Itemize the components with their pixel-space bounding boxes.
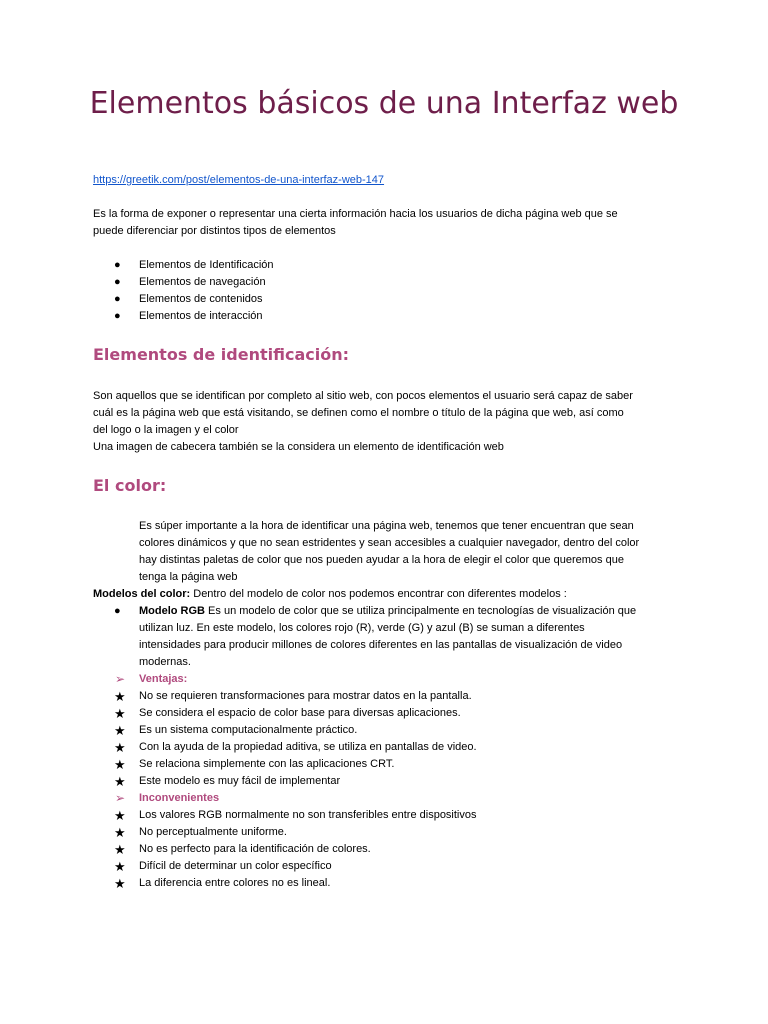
- paragraph-line: cuál es la página web que está visitando, se definen como el nombre o título de la página que web, así como: [93, 407, 624, 419]
- star-bullet-icon: ★: [114, 859, 126, 874]
- arrow-bullet-icon: ➢: [115, 791, 126, 805]
- star-bullet-icon: ★: [114, 808, 126, 823]
- rgb-line: intensidades para producir millones de colores diferentes en las pantallas de visualización de video: [139, 639, 623, 651]
- star-bullet-icon: ★: [114, 757, 126, 772]
- list-item: Elementos de interacción: [139, 310, 263, 322]
- paragraph-line: Son aquellos que se identifican por completo al sitio web, con pocos elementos el usuario será capaz de saber: [93, 390, 633, 402]
- rgb-line-1: [139, 603, 636, 620]
- list-item: La diferencia entre colores no es lineal.: [139, 877, 331, 889]
- indented-line: colores dinámicos y que no sean estridentes y sean accesibles a cualquier navegador, dentro del color: [139, 537, 640, 549]
- indented-line: Es súper importante a la hora de identificar una página web, tenemos que tener encuentran que sean: [139, 520, 634, 532]
- bullet-dot-icon: ●: [114, 259, 121, 271]
- intro-line-2: puede diferenciar por distintos tipos de elementos: [93, 225, 336, 237]
- star-bullet-icon: ★: [114, 825, 126, 840]
- star-bullet-icon: ★: [114, 723, 126, 738]
- star-bullet-icon: ★: [114, 876, 126, 891]
- rgb-line: utilizan luz. En este modelo, los colores rojo (R), verde (G) y azul (B) se suman a diferentes: [139, 622, 585, 634]
- models-text: Dentro del modelo de color nos podemos encontrar con diferentes modelos :: [190, 588, 567, 600]
- indented-line: tenga la página web: [139, 571, 238, 583]
- inconvenientes-label: Inconvenientes: [139, 792, 220, 804]
- star-bullet-icon: ★: [114, 740, 126, 755]
- list-item: No se requieren transformaciones para mostrar datos en la pantalla.: [139, 690, 472, 702]
- star-bullet-icon: ★: [114, 689, 126, 704]
- paragraph-line: del logo o la imagen y el color: [93, 424, 239, 436]
- rgb-text: Es un modelo de color que se utiliza principalmente en tecnologías de visualización que: [205, 605, 637, 617]
- star-bullet-icon: ★: [114, 706, 126, 721]
- models-label: Modelos del color:: [93, 588, 191, 600]
- list-item: Los valores RGB normalmente no son transferibles entre dispositivos: [139, 809, 477, 821]
- rgb-label: Modelo RGB: [139, 605, 205, 617]
- bullet-dot-icon: ●: [114, 310, 121, 322]
- bullet-dot-icon: ●: [114, 276, 121, 288]
- star-bullet-icon: ★: [114, 842, 126, 857]
- bullet-dot-icon: ●: [114, 605, 121, 617]
- page-title: Elementos básicos de una Interfaz web: [89, 86, 679, 121]
- list-item: Elementos de Identificación: [139, 259, 274, 271]
- list-item: Es un sistema computacionalmente práctico.: [139, 724, 358, 736]
- list-item: Con la ayuda de la propiedad aditiva, se utiliza en pantallas de video.: [139, 741, 477, 753]
- ventajas-label: Ventajas:: [139, 673, 188, 685]
- source-link[interactable]: https://greetik.com/post/elementos-de-una-interfaz-web-147: [93, 174, 385, 186]
- models-line: [93, 586, 567, 603]
- arrow-bullet-icon: ➢: [115, 672, 126, 686]
- rgb-line: modernas.: [139, 656, 191, 668]
- list-item: Este modelo es muy fácil de implementar: [139, 775, 341, 787]
- intro-line-1: Es la forma de exponer o representar una cierta información hacia los usuarios de dicha página web que se: [93, 208, 618, 220]
- section-heading-color: El color:: [93, 476, 167, 495]
- indented-line: hay distintas paletas de color que nos pueden ayudar a la hora de elegir el color que queremos que: [139, 554, 624, 566]
- list-item: Se relaciona simplemente con las aplicaciones CRT.: [139, 758, 395, 770]
- list-item: Se considera el espacio de color base para diversas aplicaciones.: [139, 707, 461, 719]
- list-item: No es perfecto para la identificación de colores.: [139, 843, 371, 855]
- list-item: No perceptualmente uniforme.: [139, 826, 287, 838]
- section-heading-identificacion: Elementos de identificación:: [93, 345, 349, 364]
- star-bullet-icon: ★: [114, 774, 126, 789]
- paragraph-line: Una imagen de cabecera también se la considera un elemento de identificación web: [93, 441, 504, 453]
- list-item: Elementos de navegación: [139, 276, 266, 288]
- list-item: Difícil de determinar un color específico: [139, 860, 332, 872]
- bullet-dot-icon: ●: [114, 293, 121, 305]
- list-item: Elementos de contenidos: [139, 293, 263, 305]
